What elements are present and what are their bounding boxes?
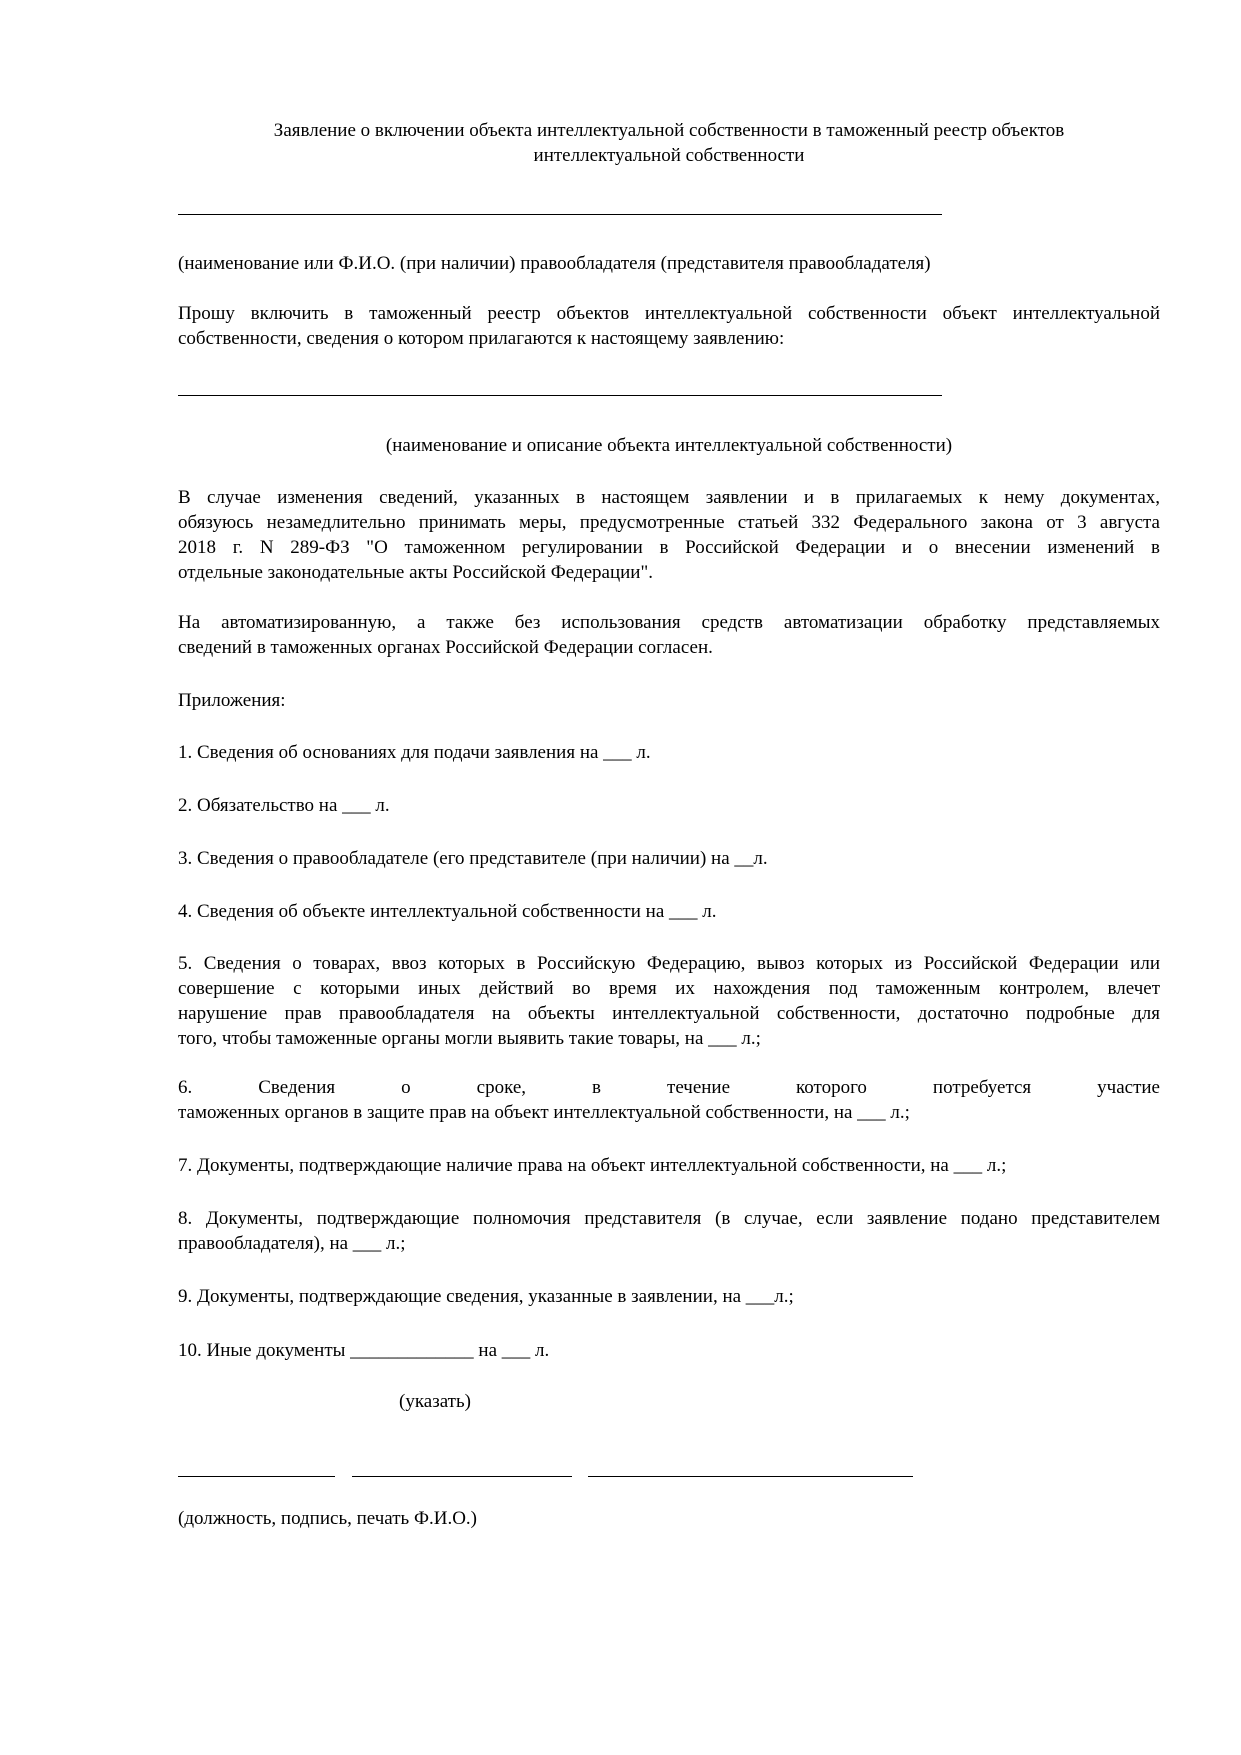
attachment-item-3: 3. Сведения о правообладателе (его представителе (при наличии) на __л. <box>178 848 768 869</box>
attachment-item-2: 2. Обязательство на ___ л. <box>178 795 390 816</box>
attachment-item-5-line-4: того, чтобы таможенные органы могли выявить такие товары, на ___ л.; <box>178 1028 761 1049</box>
document-title <box>178 118 1160 168</box>
consent-paragraph <box>178 610 1160 660</box>
position-signature-line[interactable] <box>178 1476 335 1477</box>
attachment-item-6-line-2: таможенных органов в защите прав на объект интеллектуальной собственности, на ___ л.; <box>178 1102 910 1123</box>
consent-line-1: На автоматизированную, а также без использования средств автоматизации обработку представляемых <box>178 612 1160 633</box>
attachment-item-8 <box>178 1206 1160 1256</box>
attachment-item-5-line-1: 5. Сведения о товарах, ввоз которых в Российскую Федерацию, вывоз которых из Российской Федерации или <box>178 953 1160 974</box>
applicant-name-line[interactable] <box>178 214 942 215</box>
attachment-item-7: 7. Документы, подтверждающие наличие права на объект интеллектуальной собственности, на ___ л.; <box>178 1155 1007 1176</box>
obligation-line-4: отдельные законодательные акты Российской Федерации". <box>178 562 653 583</box>
applicant-hint: (наименование или Ф.И.О. (при наличии) правообладателя (представителя правообладателя) <box>178 253 931 274</box>
obligation-line-2: обязуюсь незамедлительно принимать меры, предусмотренные статьей 332 Федерального закона от 3 августа <box>178 512 1160 533</box>
attachments-heading: Приложения: <box>178 690 286 711</box>
title-line-2: интеллектуальной собственности <box>533 145 805 166</box>
attachment-item-8-line-2: правообладателя), на ___ л.; <box>178 1233 406 1254</box>
attachment-item-1: 1. Сведения об основаниях для подачи заявления на ___ л. <box>178 742 651 763</box>
attachment-item-5 <box>178 951 1160 1051</box>
attachment-item-4: 4. Сведения об объекте интеллектуальной собственности на ___ л. <box>178 901 717 922</box>
request-line-1: Прошу включить в таможенный реестр объектов интеллектуальной собственности объект интеллектуальной <box>178 303 1160 324</box>
obligation-paragraph <box>178 485 1160 585</box>
request-paragraph <box>178 301 1160 351</box>
attachment-item-5-line-3: нарушение прав правообладателя на объекты интеллектуальной собственности, достаточно подробные для <box>178 1003 1160 1024</box>
attachment-item-9: 9. Документы, подтверждающие сведения, указанные в заявлении, на ___л.; <box>178 1286 794 1307</box>
attachment-item-6 <box>178 1075 1160 1125</box>
specify-hint: (указать) <box>399 1391 471 1412</box>
obligation-line-3: 2018 г. N 289-ФЗ "О таможенном регулировании в Российской Федерации и о внесении изменений в <box>178 537 1160 558</box>
request-line-2: собственности, сведения о котором прилагаются к настоящему заявлению: <box>178 328 785 349</box>
title-line-1: Заявление о включении объекта интеллектуальной собственности в таможенный реестр объектов <box>273 120 1065 141</box>
obligation-line-1: В случае изменения сведений, указанных в настоящем заявлении и в прилагаемых к нему документах, <box>178 487 1160 508</box>
signature-hint: (должность, подпись, печать Ф.И.О.) <box>178 1508 477 1529</box>
object-description-line[interactable] <box>178 395 942 396</box>
object-hint: (наименование и описание объекта интеллектуальной собственности) <box>385 435 953 456</box>
attachment-item-5-line-2: совершение с которыми иных действий во время их нахождения под таможенным контролем, влечет <box>178 978 1160 999</box>
attachment-item-8-line-1: 8. Документы, подтверждающие полномочия представителя (в случае, если заявление подано представителем <box>178 1208 1160 1229</box>
signature-line[interactable] <box>352 1476 572 1477</box>
consent-line-2: сведений в таможенных органах Российской Федерации согласен. <box>178 637 713 658</box>
full-name-signature-line[interactable] <box>588 1476 913 1477</box>
attachment-item-6-line-1: 6. Сведения о сроке, в течение которого потребуется участие <box>178 1077 1160 1098</box>
attachment-item-10: 10. Иные документы _____________ на ___ л. <box>178 1340 550 1361</box>
